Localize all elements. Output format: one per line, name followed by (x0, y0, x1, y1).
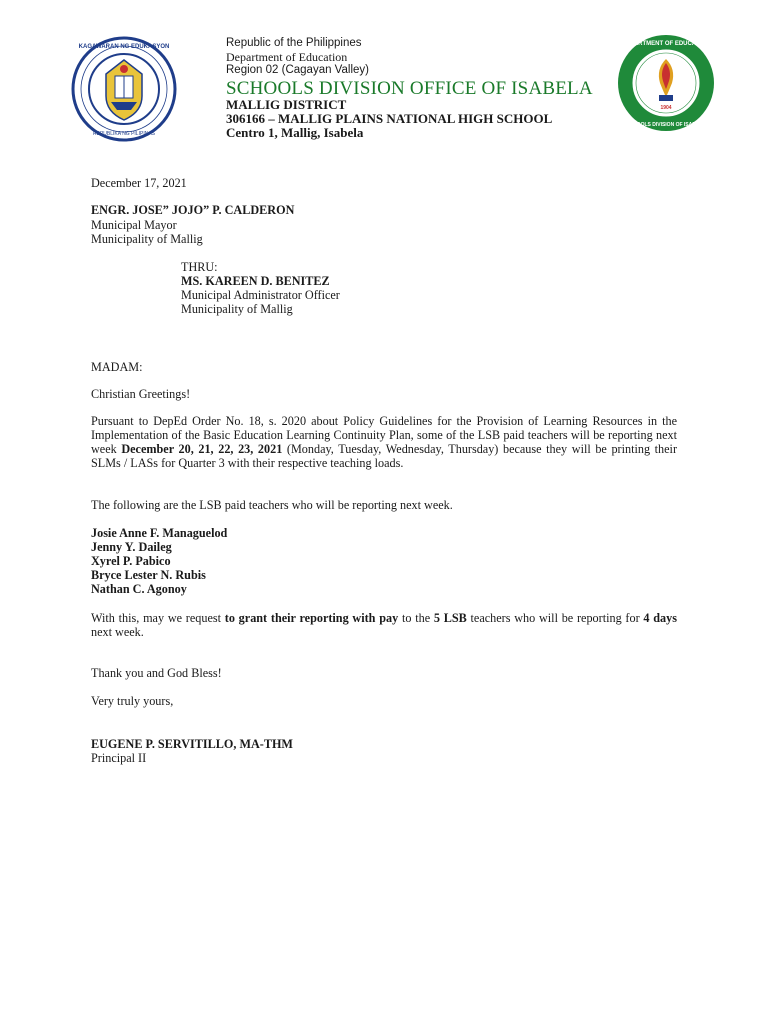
paragraph-request (91, 611, 677, 639)
salutation: MADAM: (91, 360, 143, 374)
greeting: Christian Greetings! (91, 387, 191, 401)
recipient-org: Municipality of Mallig (91, 232, 203, 246)
svg-text:DEPARTMENT OF EDUCATION: DEPARTMENT OF EDUCATION (621, 41, 711, 47)
paragraph-pursuant-text: Pursuant to DepEd Order No. 18, s. 2020 about Policy Guidelines for the Provision of Learning Resources in the Implementation of the Basic Education Learning Continuity Plan, some of the LSB paid teachers will be reporting next week (91, 414, 677, 456)
teacher-list-item: Jenny Y. Daileg (91, 540, 172, 554)
svg-text:KAGAWARAN NG EDUKASYON: KAGAWARAN NG EDUKASYON (78, 44, 170, 50)
letter-date: December 17, 2021 (91, 176, 187, 190)
thru-title: Municipal Administrator Officer (181, 288, 340, 302)
header-address: Centro 1, Mallig, Isabela (226, 125, 364, 140)
teacher-list-item: Josie Anne F. Managuelod (91, 526, 228, 540)
header-school: 306166 – MALLIG PLAINS NATIONAL HIGH SCHOOL (226, 111, 553, 126)
request-text: teachers who will be reporting for (466, 611, 644, 625)
request-text: next week. (91, 625, 144, 639)
request-bold: to grant their reporting with pay (224, 611, 399, 625)
header-republic: Republic of the Philippines (226, 37, 362, 49)
svg-text:SCHOOLS DIVISION OF ISABELA: SCHOOLS DIVISION OF ISABELA (626, 122, 706, 128)
svg-text:1904: 1904 (660, 105, 672, 111)
thru-label: THRU: (181, 260, 218, 274)
paragraph-pursuant (91, 414, 677, 470)
sdo-isabela-seal-icon (616, 33, 716, 133)
header-department: Department of Education (226, 50, 348, 64)
closing-line: Very truly yours, (91, 694, 174, 708)
header-division: SCHOOLS DIVISION OFFICE OF ISABELA (226, 78, 593, 99)
teacher-list-item: Nathan C. Agonoy (91, 582, 187, 596)
day-count: 4 days (643, 611, 677, 625)
paragraph-following: The following are the LSB paid teachers who will be reporting next week. (91, 498, 453, 512)
header-district: MALLIG DISTRICT (226, 97, 347, 112)
recipient-name: ENGR. JOSE” JOJO” P. CALDERON (91, 203, 295, 217)
signatory-name: EUGENE P. SERVITILLO, MA-THM (91, 737, 293, 751)
reporting-dates: December 20, 21, 22, 23, 2021 (121, 442, 283, 456)
thru-name: MS. KAREEN D. BENITEZ (181, 274, 330, 288)
header-region: Region 02 (Cagayan Valley) (226, 64, 369, 76)
teacher-list-item: Xyrel P. Pabico (91, 554, 171, 568)
paragraph-pursuant-tail: (Monday, Tuesday, Wednesday, Thursday) because they will be printing their SLMs / LASs for Quarter 3 with their respective teaching loads. (91, 442, 678, 470)
signatory-title: Principal II (91, 751, 147, 765)
thanks-line: Thank you and God Bless! (91, 666, 222, 680)
teacher-count: 5 LSB (433, 611, 467, 625)
svg-text:REPUBLIKA NG PILIPINAS: REPUBLIKA NG PILIPINAS (93, 131, 155, 137)
teacher-list-item: Bryce Lester N. Rubis (91, 568, 206, 582)
request-text: to the (398, 611, 434, 625)
thru-org: Municipality of Mallig (181, 302, 293, 316)
request-text: With this, may we request (91, 611, 225, 625)
recipient-title: Municipal Mayor (91, 218, 177, 232)
deped-seal-icon (71, 36, 177, 142)
